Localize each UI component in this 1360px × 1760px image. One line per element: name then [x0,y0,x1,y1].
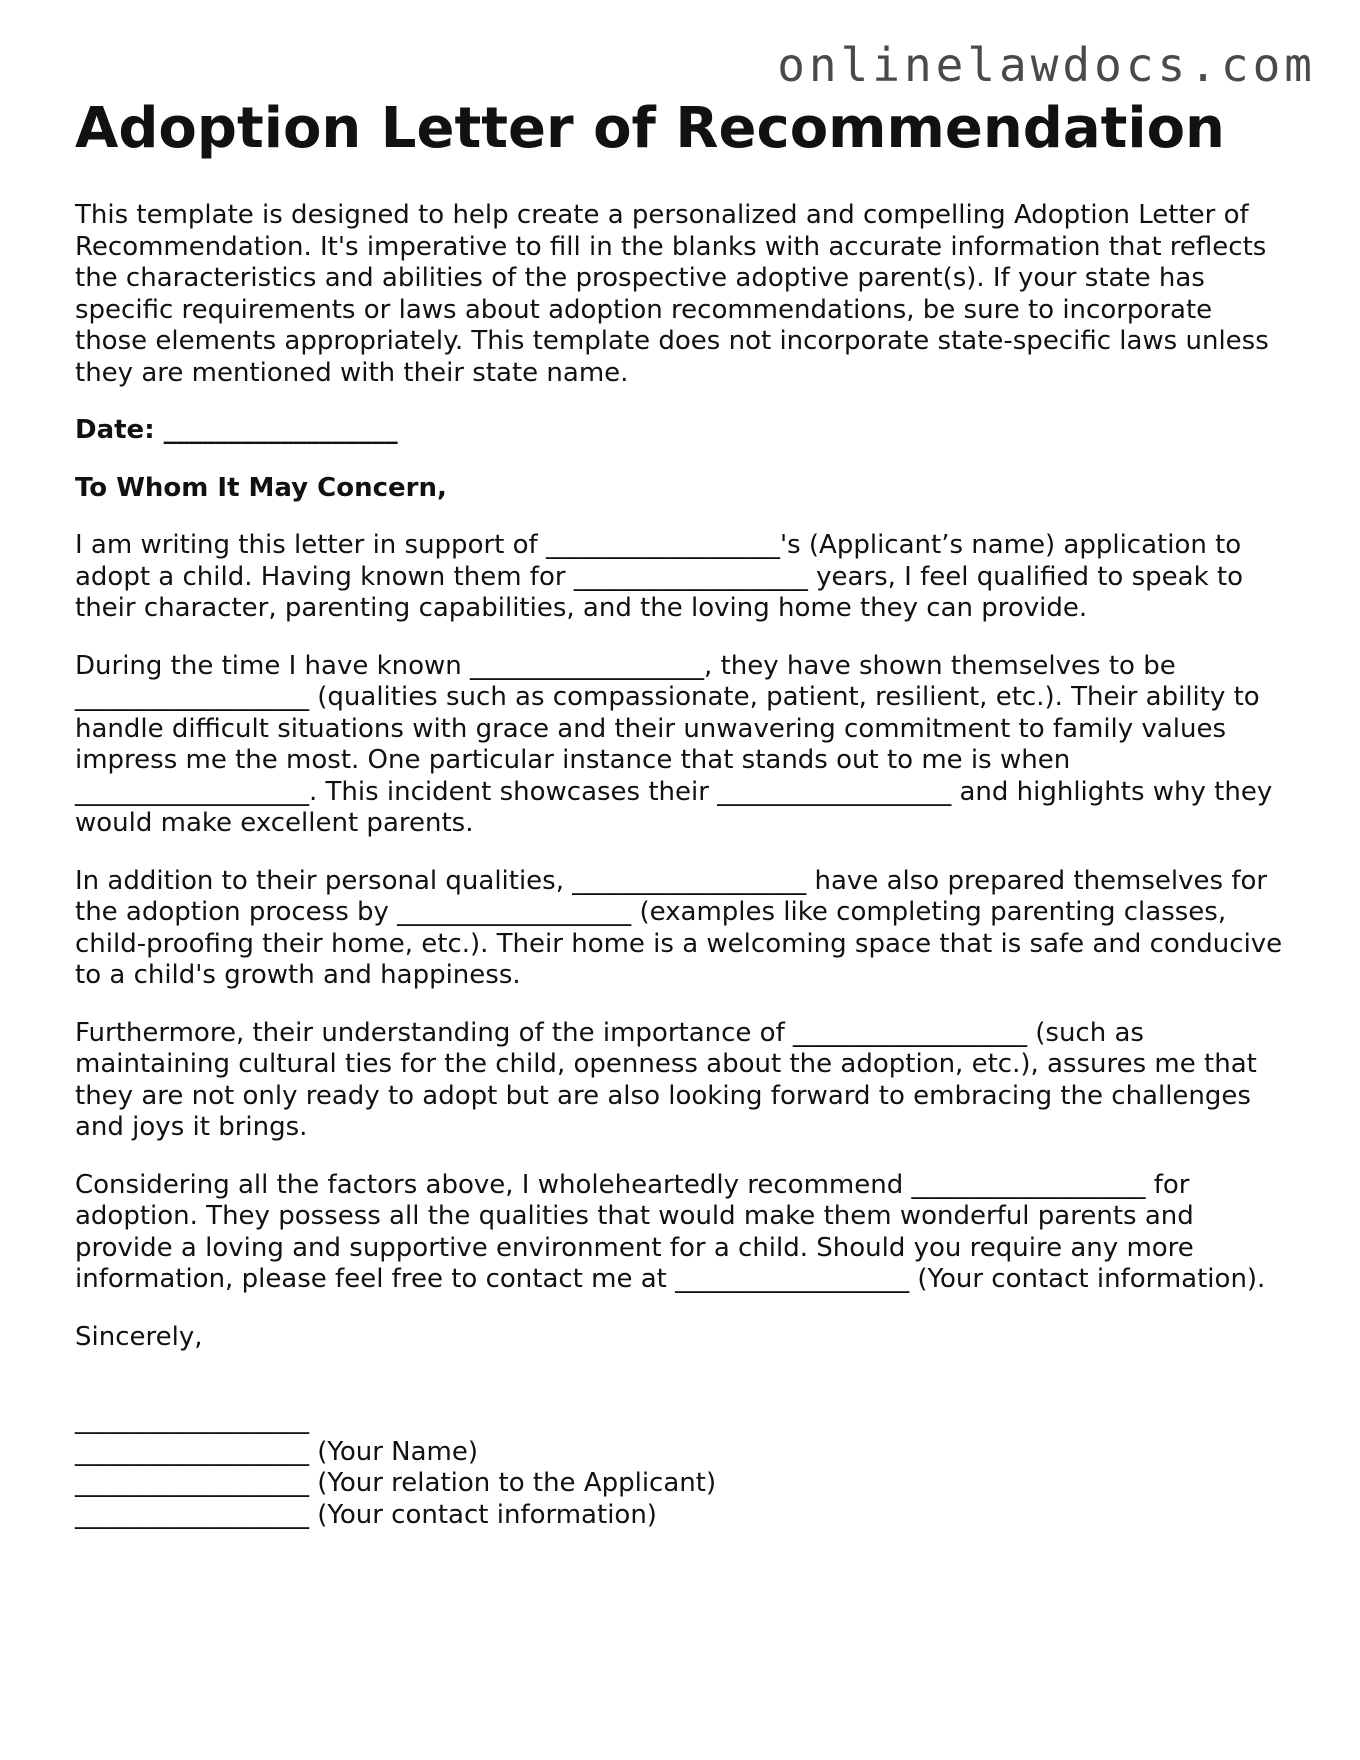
watermark-logo: onlinelawdocs.com [777,38,1316,92]
signature-block [75,1405,1285,1531]
document-title: Adoption Letter of Recommendation [75,96,1225,161]
contact-line: __________________ (Your contact information) [75,1499,657,1530]
document-page [75,95,1285,1531]
salutation: To Whom It May Concern, [75,472,447,503]
relation-line: __________________ (Your relation to the Applicant) [75,1468,717,1499]
body-paragraph-support: I am writing this letter in support of __________________'s (Applicant’s name) application to adopt a child. Having known them for __________________ years, I feel qualified to speak to their character, parenting capabilities, and the loving home they can provide. [75,530,1244,624]
signature-line: __________________ [75,1405,309,1436]
intro-paragraph: This template is designed to help create a personalized and compelling Adoption Letter of Recommendation. It's imperative to fill in the blanks with accurate information that reflects the characteristics and abilities of the prospective adoptive parent(s). If your state has specific requirements or laws about adoption recommendations, be sure to incorporate those elements appropriately. This template does not incorporate state-specific laws unless they are mentioned with their state name. [75,200,1269,388]
date-line: Date: __________________ [75,415,398,446]
name-line: __________________ (Your Name) [75,1436,479,1467]
body-paragraph-preparation: In addition to their personal qualities, __________________ have also prepared themselves for the adoption process by __________________ (examples like completing parenting classes, child-proofing their home, etc.). Their home is a welcoming space that is safe and conducive to a child's growth and happiness. [75,865,1283,991]
body-paragraph-character: During the time I have known __________________, they have shown themselves to be __________________ (qualities such as compassionate, patient, resilient, etc.). Their ability to handle difficult situations with grace and their unwavering commitment to family values impress me the most. One particular instance that stands out to me is when __________________. This incident showcases their __________________ and highlights why they would make excellent parents. [75,650,1273,839]
body-paragraph-recommendation: Considering all the factors above, I wholeheartedly recommend __________________ for adoption. They possess all the qualities that would make them wonderful parents and provide a loving and supportive environment for a child. Should you require any more information, please feel free to contact me at __________________ (Your contact information). [75,1169,1266,1295]
closing: Sincerely, [75,1321,203,1352]
body-paragraph-understanding: Furthermore, their understanding of the importance of __________________ (such as maintaining cultural ties for the child, openness about the adoption, etc.), assures me that they are not only ready to adopt but are also looking forward to embracing the challenges and joys it brings. [75,1017,1257,1143]
